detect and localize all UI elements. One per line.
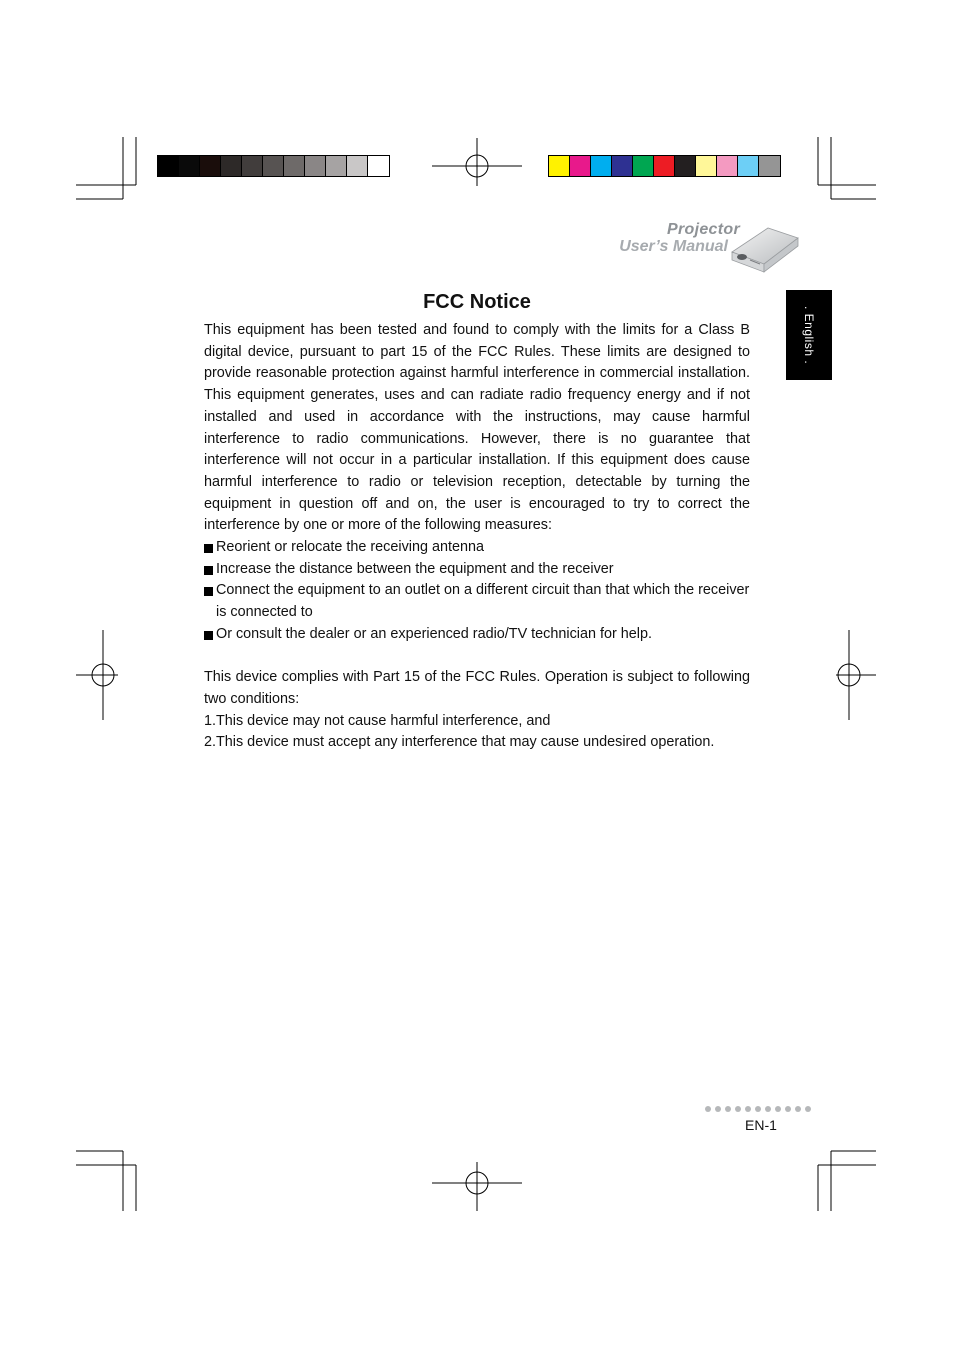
calibration-swatch <box>200 156 221 176</box>
brand-subtitle: User’s Manual <box>619 238 728 255</box>
language-tab <box>786 290 832 380</box>
brand-logo <box>570 218 802 278</box>
calibration-swatch <box>675 156 696 176</box>
condition-item: 2.This device must accept any interference that may cause undesired operation. <box>204 734 715 751</box>
calibration-swatch <box>326 156 347 176</box>
intro-paragraph: This equipment has been tested and found to comply with the limits for a Class B digital device, pursuant to part 15 of the FCC Rules. These limits are designed to provide reasonable protection against harmful interference in commercial installation. This equipment generates, uses and can radiate radio frequency energy and if not installed and used in accordance with the instructions, may cause harmful interference to radio communications. However, there is no guarantee that interference will not occur in a particular installation. If this equipment does cause harmful interference to radio or television reception, detectable by turning the equipment in question off and on, the user is encouraged to try to correct the interference by one or more of the following measures: <box>204 322 750 534</box>
color-calibration-strip <box>548 155 781 177</box>
calibration-swatch <box>696 156 717 176</box>
page-number: EN-1 <box>745 1117 777 1133</box>
calibration-swatch <box>347 156 368 176</box>
list-item <box>204 624 750 646</box>
calibration-swatch <box>654 156 675 176</box>
square-bullet-icon <box>204 631 213 640</box>
calibration-swatch <box>284 156 305 176</box>
measure-text: Connect the equipment to an outlet on a different circuit than that which the receiver is connected to <box>216 582 750 621</box>
list-item <box>204 537 750 559</box>
list-item <box>204 580 750 623</box>
calibration-swatch <box>158 156 179 176</box>
projector-illustration <box>728 222 800 276</box>
calibration-swatch <box>305 156 326 176</box>
page-title: FCC Notice <box>423 291 531 313</box>
brand-title: Projector <box>667 221 740 238</box>
square-bullet-icon <box>204 544 213 553</box>
calibration-swatch <box>759 156 780 176</box>
compliance-paragraph: This device complies with Part 15 of the FCC Rules. Operation is subject to following two conditions: <box>204 669 750 707</box>
calibration-swatch <box>221 156 242 176</box>
calibration-swatch <box>591 156 612 176</box>
calibration-swatch <box>179 156 200 176</box>
notice-body <box>204 320 750 754</box>
calibration-swatch <box>549 156 570 176</box>
language-tab-label: . English . <box>802 305 816 365</box>
calibration-swatch <box>263 156 284 176</box>
measure-text: Reorient or relocate the receiving antenna <box>216 539 484 556</box>
square-bullet-icon <box>204 566 213 575</box>
grayscale-calibration-strip <box>157 155 390 177</box>
square-bullet-icon <box>204 587 213 596</box>
measures-list <box>204 537 750 646</box>
list-item <box>204 559 750 581</box>
calibration-swatch <box>612 156 633 176</box>
calibration-swatch <box>368 156 389 176</box>
measure-text: Increase the distance between the equipment and the receiver <box>216 560 614 577</box>
calibration-swatch <box>570 156 591 176</box>
measure-text: Or consult the dealer or an experienced radio/TV technician for help. <box>216 625 652 642</box>
calibration-swatch <box>242 156 263 176</box>
decorative-dot-row <box>705 1106 811 1112</box>
spacer <box>204 646 750 668</box>
calibration-swatch <box>633 156 654 176</box>
calibration-swatch <box>717 156 738 176</box>
calibration-swatch <box>738 156 759 176</box>
condition-item: 1.This device may not cause harmful interference, and <box>204 712 551 729</box>
